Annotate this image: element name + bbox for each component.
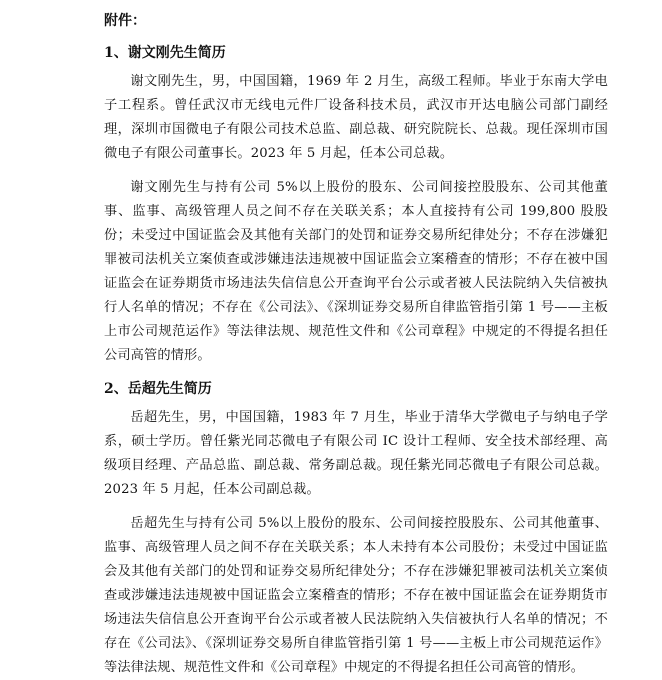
- disclosure-paragraph: 岳超先生与持有公司 5%以上股份的股东、公司间接控股股东、公司其他董事、监事、高级管理人员之间不存在关联关系；本人未持有本公司股份；未受过中国证监会及其他有关部门的处罚和证券交易所纪律处分；不存在涉嫌犯罪被司法机关立案侦查或涉嫌违法违规被中国证监会立案稽查的情形；不存在被中国证监会在证券期货市场违法失信信息公开查询平台公示或者被人民法院纳入失信被执行人名单的情况；不存在《公司法》、《深圳证券交易所自律监管指引第 1 号——主板上市公司规范运作》等法律法规、规范性文件和《公司章程》中规定的不得提名担任公司高管的情形。: [104, 516, 608, 675]
- bio-paragraph: 谢文刚先生，男，中国国籍，1969 年 2 月生，高级工程师。毕业于东南大学电子工程系。曾任武汉市无线电元件厂设备科技术员，武汉市开达电脑公司部门副经理，深圳市国微电子有限公司技术总监、副总裁、研究院院长、总裁。现任深圳市国微电子有限公司董事长。2023 年 5 月起，任本公司总裁。: [104, 74, 608, 161]
- section-title: 1、谢文刚先生简历: [104, 45, 226, 61]
- bio-paragraph: 岳超先生，男，中国国籍，1983 年 7 月生，毕业于清华大学微电子与纳电子学系，硕士学历。曾任紫光同芯微电子有限公司 IC 设计工程师、安全技术部经理、高级项目经理、产品总监、副总裁、常务副总裁。现任紫光同芯微电子有限公司总裁。2023 年 5 月起，任本公司副总裁。: [104, 410, 608, 497]
- disclosure-paragraph: 谢文刚先生与持有公司 5%以上股份的股东、公司间接控股股东、公司其他董事、监事、高级管理人员之间不存在关联关系；本人直接持有公司 199,800 股股份；未受过中国证监会及其他有关部门的处罚和证券交易所纪律处分；不存在涉嫌犯罪被司法机关立案侦查或涉嫌违法违规被中国证监会立案稽查的情形；不存在被中国证监会在证券期货市场违法失信信息公开查询平台公示或者被人民法院纳入失信被执行人名单的情况；不存在《公司法》、《深圳证券交易所自律监管指引第 1 号——主板上市公司规范运作》等法律法规、规范性文件和《公司章程》中规定的不得提名担任公司高管的情形。: [104, 180, 608, 363]
- annex-label: 附件：: [104, 13, 146, 29]
- section-xie-wengang: [104, 42, 608, 368]
- section-yue-chao: [104, 378, 608, 680]
- section-title: 2、岳超先生简历: [104, 381, 212, 397]
